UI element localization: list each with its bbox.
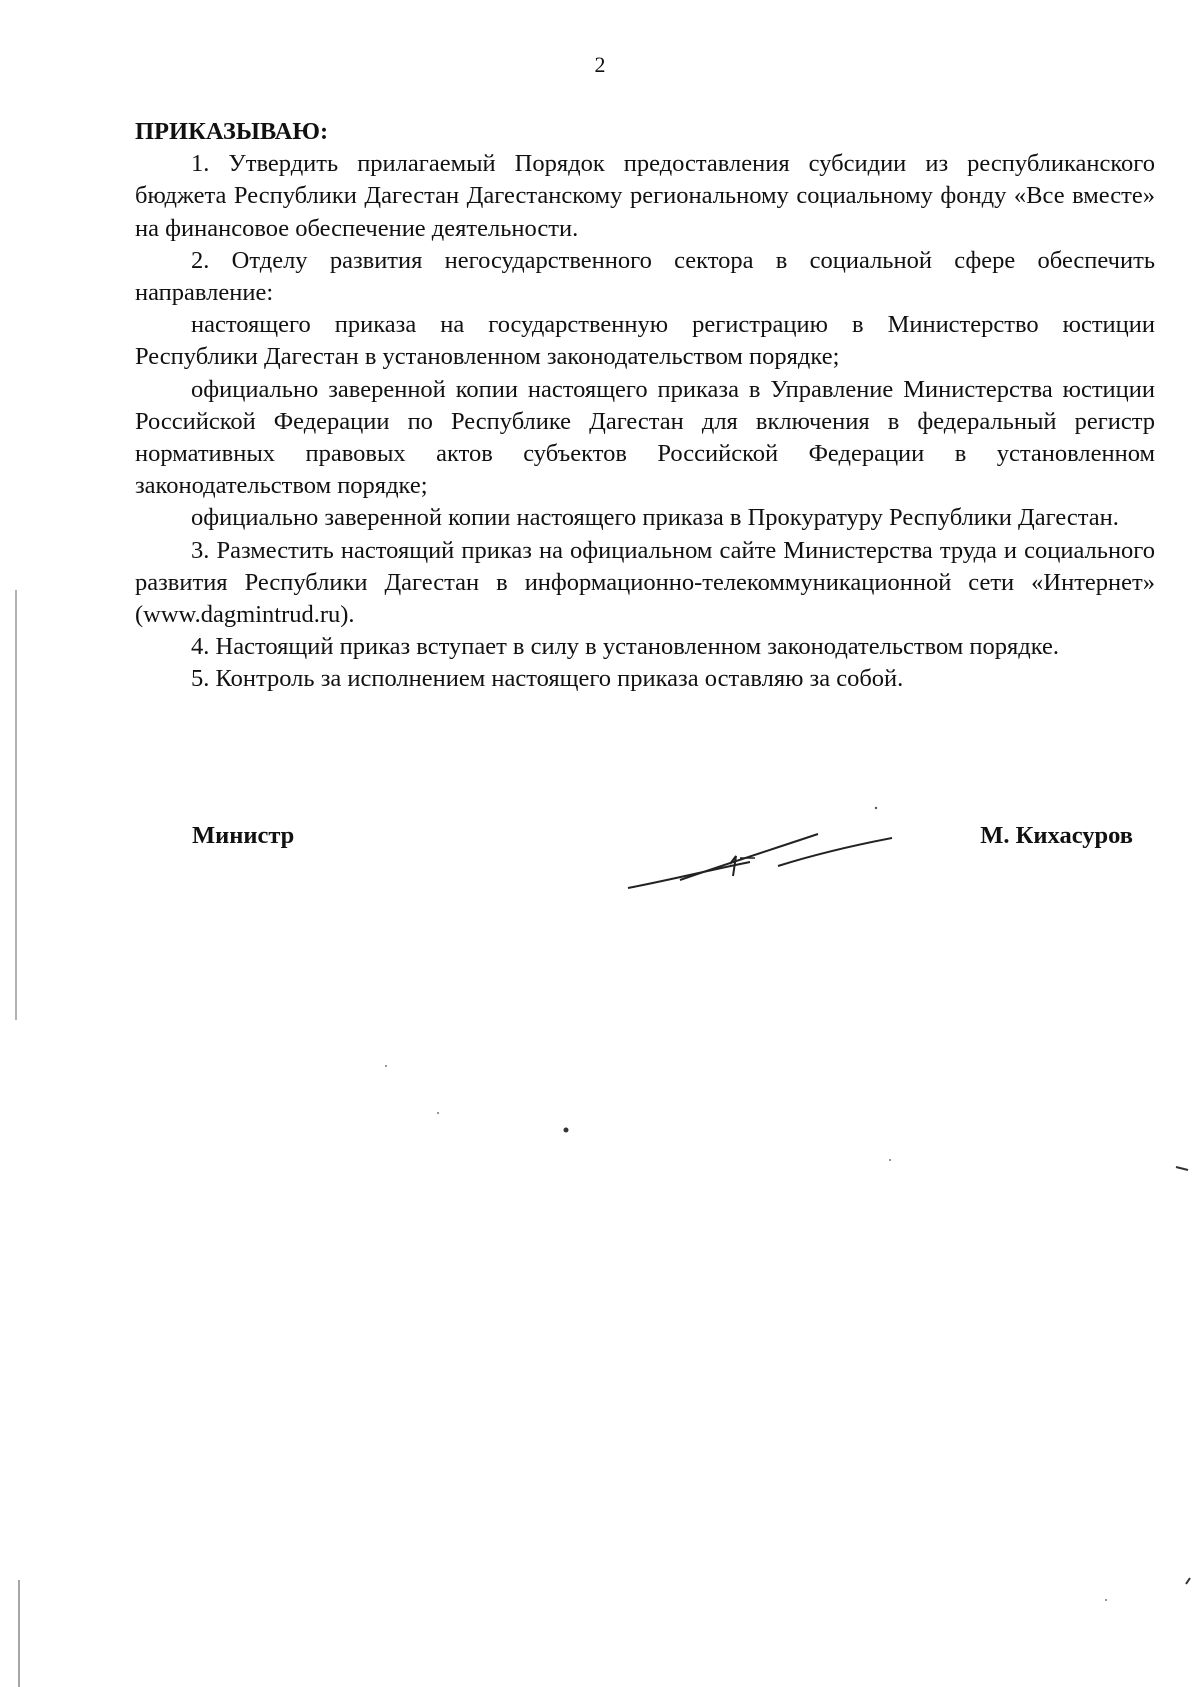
paragraph-4: 4. Настоящий приказ вступает в силу в установленном законодательством порядке.: [191, 633, 1060, 661]
signatory-name: М. Кихасуров: [980, 822, 1133, 849]
document-body: [135, 116, 1155, 696]
handwritten-signature: [620, 800, 920, 910]
paragraph-3: 3. Разместить настоящий приказ на официальном сайте Министерства труда и социального развития Республики Дагестан в информационно-телекоммуникационной сети «Интернет» (www.dagmintrud.ru).: [135, 536, 1155, 629]
signatory-title: Министр: [192, 822, 295, 849]
order-heading: ПРИКАЗЫВАЮ:: [135, 118, 329, 145]
paragraph-2-item-2: официально заверенной копии настоящего приказа в Управление Министерства юстиции Российской Федерации по Республике Дагестан для включения в федеральный регистр нормативных правовых актов субъектов Российской Федерации в установленном законодательством порядке;: [135, 375, 1155, 500]
paragraph-2-item-1: настоящего приказа на государственную регистрацию в Министерство юстиции Республики Дагестан в установленном законодательством порядке;: [135, 311, 1155, 371]
paragraph-2: 2. Отделу развития негосударственного сектора в социальной сфере обеспечить направление:: [135, 246, 1155, 307]
paragraph-2-item-3: официально заверенной копии настоящего приказа в Прокуратуру Республики Дагестан.: [191, 504, 1119, 532]
paragraph-5: 5. Контроль за исполнением настоящего приказа оставляю за собой.: [191, 665, 904, 693]
paragraph-1: 1. Утвердить прилагаемый Порядок предоставления субсидии из республиканского бюджета Республики Дагестан Дагестанскому региональному социальному фонду «Все вместе» на финансовое обеспечение деятельности.: [135, 150, 1155, 242]
page-number: 2: [594, 52, 606, 77]
